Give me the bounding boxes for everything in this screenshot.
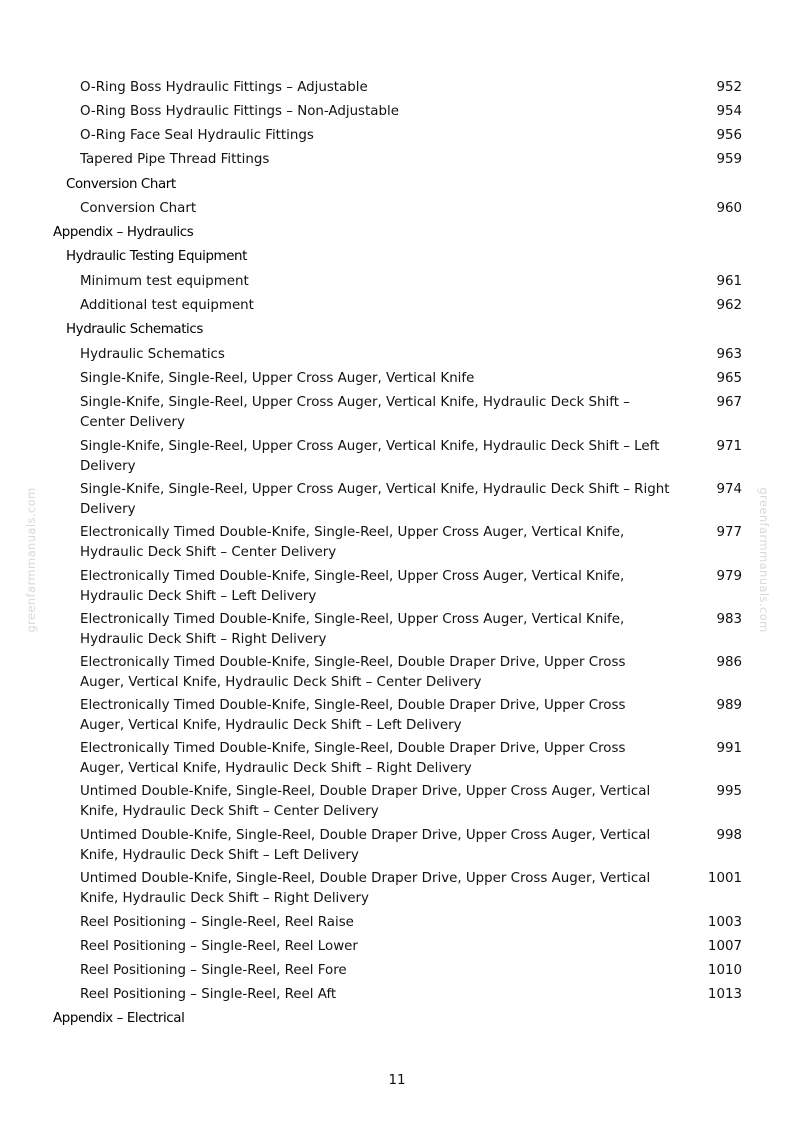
toc-entry <box>80 369 670 389</box>
toc-entry <box>80 150 670 170</box>
toc-entry-page: 1013 <box>707 987 742 1002</box>
toc-entry-page: 971 <box>716 439 742 454</box>
toc-entry-title: O-Ring Boss Hydraulic Fittings – Non-Adjustable <box>80 104 399 119</box>
toc-entry-page: 1001 <box>707 871 742 886</box>
toc-entry-page: 967 <box>716 395 742 410</box>
toc-entry-page: 998 <box>716 828 742 843</box>
toc-entry <box>80 782 670 821</box>
toc-entry-title: Untimed Double-Knife, Single-Reel, Double Draper Drive, Upper Cross Auger, Vertical Knife, Hydraulic Deck Shift – Right Delivery <box>80 871 651 906</box>
toc-entry-page: 959 <box>716 152 742 167</box>
toc-entry <box>80 567 670 606</box>
toc-section-heading <box>66 175 656 195</box>
toc-entry <box>80 610 670 649</box>
toc-entry-title: O-Ring Boss Hydraulic Fittings – Adjustable <box>80 80 368 95</box>
toc-section-heading <box>53 223 643 243</box>
toc-entry-page: 979 <box>716 569 742 584</box>
toc-entry-title: Electronically Timed Double-Knife, Single-Reel, Upper Cross Auger, Vertical Knife, Hydraulic Deck Shift – Right Delivery <box>80 612 625 647</box>
toc-entry-page: 960 <box>716 201 742 216</box>
page-number: 11 <box>388 1073 406 1088</box>
toc-entry-title: O-Ring Face Seal Hydraulic Fittings <box>80 128 314 143</box>
toc-section-heading <box>53 1009 643 1029</box>
toc-entry <box>80 393 670 432</box>
watermark-right: greenfarmmanuals.com <box>757 487 771 633</box>
toc-entry <box>80 869 670 908</box>
toc-entry <box>80 345 670 365</box>
toc-entry-title: Hydraulic Testing Equipment <box>66 249 247 264</box>
toc-entry-title: Hydraulic Schematics <box>66 322 203 337</box>
toc-entry <box>80 985 670 1005</box>
toc-entry <box>80 272 670 292</box>
toc-entry <box>80 961 670 981</box>
toc-entry-title: Tapered Pipe Thread Fittings <box>80 152 270 167</box>
toc-entry-title: Electronically Timed Double-Knife, Single-Reel, Upper Cross Auger, Vertical Knife, Hydraulic Deck Shift – Center Delivery <box>80 525 625 560</box>
toc-entry-page: 1003 <box>707 915 742 930</box>
toc-entry <box>80 437 670 476</box>
toc-entry <box>80 913 670 933</box>
toc-entry-title: Untimed Double-Knife, Single-Reel, Double Draper Drive, Upper Cross Auger, Vertical Knife, Hydraulic Deck Shift – Center Delivery <box>80 784 651 819</box>
toc-entry-title: Single-Knife, Single-Reel, Upper Cross Auger, Vertical Knife, Hydraulic Deck Shift – Left Delivery <box>80 439 660 474</box>
toc-entry <box>80 102 670 122</box>
toc-entry-page: 952 <box>716 80 742 95</box>
toc-entry-page: 963 <box>716 347 742 362</box>
toc-entry-title: Minimum test equipment <box>80 274 249 289</box>
toc-entry-title: Conversion Chart <box>80 201 197 216</box>
toc-entry-title: Reel Positioning – Single-Reel, Reel Raise <box>80 915 354 930</box>
toc-entry-title: Reel Positioning – Single-Reel, Reel Lower <box>80 939 358 954</box>
toc-entry <box>80 199 670 219</box>
toc-entry-title: Single-Knife, Single-Reel, Upper Cross Auger, Vertical Knife <box>80 371 475 386</box>
toc-entry-title: Electronically Timed Double-Knife, Single-Reel, Double Draper Drive, Upper Cross Auger, Vertical Knife, Hydraulic Deck Shift – Left Delivery <box>80 698 626 733</box>
toc-entry-page: 977 <box>716 525 742 540</box>
toc-entry-title: Untimed Double-Knife, Single-Reel, Double Draper Drive, Upper Cross Auger, Vertical Knife, Hydraulic Deck Shift – Left Delivery <box>80 828 651 863</box>
toc-entry-page: 1007 <box>707 939 742 954</box>
toc-entry-title: Conversion Chart <box>66 177 176 192</box>
toc-entry-page: 954 <box>716 104 742 119</box>
toc-entry <box>80 480 670 519</box>
toc-entry-page: 965 <box>716 371 742 386</box>
toc-entry-title: Electronically Timed Double-Knife, Single-Reel, Double Draper Drive, Upper Cross Auger, Vertical Knife, Hydraulic Deck Shift – Right Delivery <box>80 741 626 776</box>
toc-entry <box>80 696 670 735</box>
toc-entry-page: 962 <box>716 298 742 313</box>
toc-entry-page: 1010 <box>707 963 742 978</box>
watermark-left: greenfarmmanuals.com <box>24 487 38 633</box>
toc-entry-title: Electronically Timed Double-Knife, Single-Reel, Double Draper Drive, Upper Cross Auger, Vertical Knife, Hydraulic Deck Shift – Center Delivery <box>80 655 626 690</box>
toc-entry-title: Single-Knife, Single-Reel, Upper Cross Auger, Vertical Knife, Hydraulic Deck Shift – Right Delivery <box>80 482 670 517</box>
toc-entry-title: Reel Positioning – Single-Reel, Reel Aft <box>80 987 337 1002</box>
toc-entry-title: Single-Knife, Single-Reel, Upper Cross Auger, Vertical Knife, Hydraulic Deck Shift – Center Delivery <box>80 395 630 430</box>
toc-entry-page: 956 <box>716 128 742 143</box>
toc-entry <box>80 937 670 957</box>
toc-entry-page: 989 <box>716 698 742 713</box>
toc-entry <box>80 126 670 146</box>
toc-entry-page: 995 <box>716 784 742 799</box>
toc-section-heading <box>66 320 656 340</box>
toc-entry-page: 986 <box>716 655 742 670</box>
toc-entry-title: Hydraulic Schematics <box>80 347 225 362</box>
toc-entry <box>80 653 670 692</box>
toc-entry-title: Appendix – Electrical <box>53 1011 185 1026</box>
toc-entry-title: Additional test equipment <box>80 298 254 313</box>
toc-entry-page: 983 <box>716 612 742 627</box>
toc-entry-title: Appendix – Hydraulics <box>53 225 194 240</box>
toc-entry-page: 974 <box>716 482 742 497</box>
toc-entry-page: 961 <box>716 274 742 289</box>
toc-section-heading <box>66 247 656 267</box>
toc-entry-page: 991 <box>716 741 742 756</box>
toc-entry-title: Reel Positioning – Single-Reel, Reel Fore <box>80 963 347 978</box>
toc-entry <box>80 826 670 865</box>
toc-entry <box>80 296 670 316</box>
toc-entry <box>80 523 670 562</box>
toc-entry-title: Electronically Timed Double-Knife, Single-Reel, Upper Cross Auger, Vertical Knife, Hydraulic Deck Shift – Left Delivery <box>80 569 625 604</box>
toc-entry <box>80 739 670 778</box>
toc-entry <box>80 78 670 98</box>
